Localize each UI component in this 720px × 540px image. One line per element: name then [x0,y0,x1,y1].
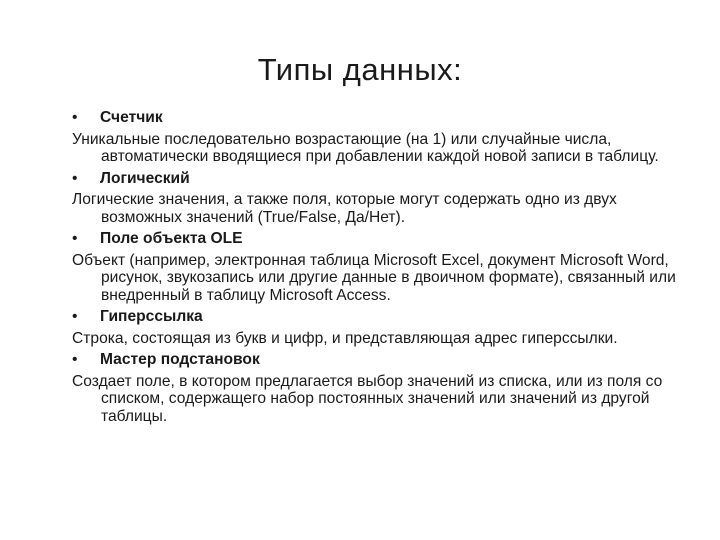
bullet-item-lookup-wizard [72,351,682,369]
bullet-description: Строка, состоящая из букв и цифр, и представляющая адрес гиперссылки. [72,329,618,347]
slide-content [72,109,682,425]
bullet-marker: • [72,109,78,126]
bullet-item-logical [72,170,682,188]
bullet-description: Уникальные последовательно возрастающие (на 1) или случайные числа, автоматически вводящиеся при добавлении каждой новой записи в таблицу. [72,130,659,165]
bullet-item-counter [72,109,682,127]
bullet-item-ole [72,230,682,248]
bullet-item-hyperlink [72,308,682,326]
bullet-term: Счетчик [100,109,163,126]
bullet-term: Поле объекта OLE [100,230,243,247]
bullet-marker: • [72,230,78,247]
bullet-marker: • [72,351,78,368]
bullet-term: Мастер подстановок [100,351,260,368]
bullet-description: Объект (например, электронная таблица Microsoft Excel, документ Microsoft Word, рисунок, звукозапись или другие данные в двоичном формате), связанный или внедренный в таблицу Microsoft Access. [72,251,676,304]
bullet-description: Создает поле, в котором предлагается выбор значений из списка, или из поля со списком, содержащего набор постоянных значений или значений из другой таблицы. [72,372,663,425]
bullet-term: Логический [100,169,190,187]
bullet-marker: • [72,169,78,187]
bullet-marker: • [72,308,78,325]
bullet-term: Гиперссылка [100,308,203,325]
bullet-description: Логические значения, а также поля, которые могут содержать одно из двух возможных значений (True/False, Да/Нет). [72,191,617,226]
slide-title: Типы данных: [257,52,463,87]
